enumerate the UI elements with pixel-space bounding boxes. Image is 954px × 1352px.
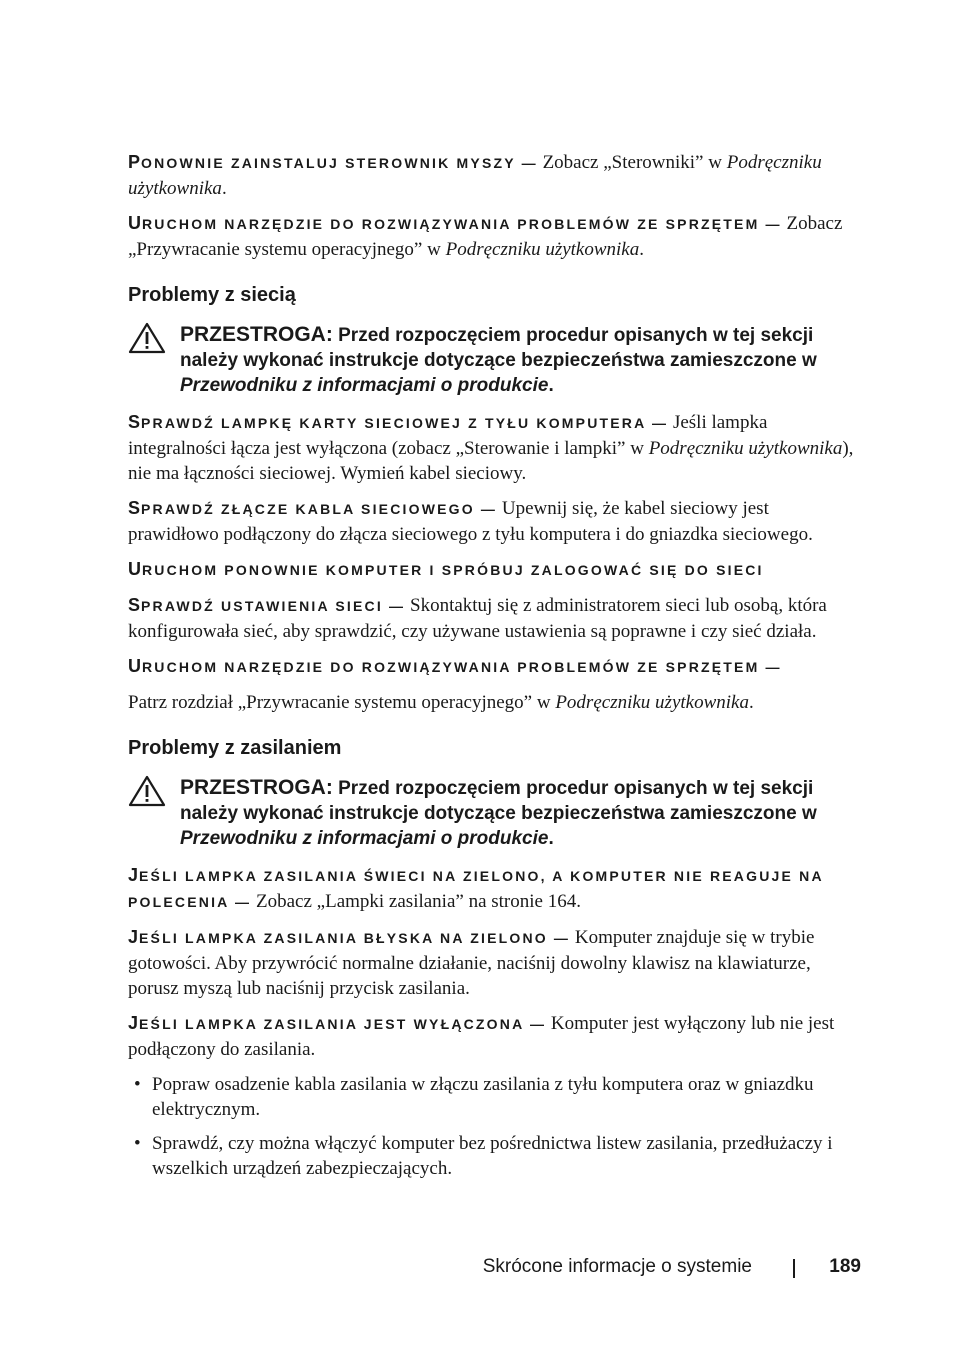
green-blinking-paragraph: JEŚLI LAMPKA ZASILANIA BŁYSKA NA ZIELONO — Komputer znajduje się w trybie gotowości. Aby przywrócić normalne działanie, naciśnij dowolny klawisz na klawiaturze, porusz myszą lub naciśnij przycisk zasilania.	[128, 927, 815, 999]
caution-label: PRZESTROGA:	[180, 776, 333, 799]
power-off-paragraph: JEŚLI LAMPKA ZASILANIA JEST WYŁĄCZONA — Komputer jest wyłączony lub nie jest podłączony do zasilania.	[128, 1013, 835, 1060]
lead-in: SPRAWDŹ LAMPKĘ KARTY SIECIOWEJ Z TYŁU KOMPUTERA —	[128, 412, 669, 432]
warning-triangle-icon	[128, 775, 166, 807]
section-heading-power: Problemy z zasilaniem	[128, 737, 342, 759]
see-chapter-paragraph: Patrz rozdział „Przywracanie systemu operacyjnego” w Podręczniku użytkownika.	[128, 692, 754, 713]
green-no-response-paragraph: JEŚLI LAMPKA ZASILANIA ŚWIECI NA ZIELONO, A KOMPUTER NIE REAGUJE NA POLECENIA — Zobacz „Lampki zasilania” na stronie 164.	[128, 865, 824, 912]
mouse-driver-paragraph: PONOWNIE ZAINSTALUJ STEROWNIK MYSZY — Zobacz „Sterowniki” w Podręczniku użytkownika.	[128, 152, 822, 199]
section-heading-network: Problemy z siecią	[128, 284, 296, 306]
lead-in: SPRAWDŹ USTAWIENIA SIECI —	[128, 595, 406, 615]
lead-in: URUCHOM NARZĘDZIE DO ROZWIĄZYWANIA PROBLEMÓW ZE SPRZĘTEM —	[128, 213, 782, 233]
check-settings-paragraph: SPRAWDŹ USTAWIENIA SIECI — Skontaktuj się z administratorem sieci lub osobą, która konfigurowała sieć, aby sprawdzić, czy używane ustawienia są poprawne i czy sieć działa.	[128, 595, 827, 642]
lead-in: SPRAWDŹ ZŁĄCZE KABLA SIECIOWEGO —	[128, 498, 498, 518]
restart-paragraph: URUCHOM PONOWNIE KOMPUTER I SPRÓBUJ ZALOGOWAĆ SIĘ DO SIECI	[128, 559, 764, 579]
check-connector-paragraph: SPRAWDŹ ZŁĄCZE KABLA SIECIOWEGO — Upewnij się, że kabel sieciowy jest prawidłowo podłączony do złącza sieciowego z tyłu komputera i do gniazdka sieciowego.	[128, 498, 813, 545]
lead-in: JEŚLI LAMPKA ZASILANIA ŚWIECI NA ZIELONO, A KOMPUTER NIE REAGUJE NA POLECENIA —	[128, 865, 824, 910]
caution-note: PRZESTROGA: Przed rozpoczęciem procedur opisanych w tej sekcji należy wykonać instrukcje dotyczące bezpieczeństwa zamieszczone w Przewodniku z informacjami o produkcie.	[128, 322, 856, 398]
bullet-list	[128, 1072, 856, 1181]
footer-separator	[793, 1259, 795, 1278]
check-light-paragraph: SPRAWDŹ LAMPKĘ KARTY SIECIOWEJ Z TYŁU KOMPUTERA — Jeśli lampka integralności łącza jest wyłączona (zobacz „Sterowanie i lampki” w Podręczniku użytkownika), nie ma łączności sieciowej. Wymień kabel sieciowy.	[128, 412, 854, 484]
list-item: • Popraw osadzenie kabla zasilania w złączu zasilania z tyłu komputera oraz w gniazdku elektrycznym.	[128, 1072, 856, 1122]
caution-label: PRZESTROGA:	[180, 323, 333, 346]
lead-in: PONOWNIE ZAINSTALUJ STEROWNIK MYSZY —	[128, 152, 538, 172]
hw-troubleshooter-heading: URUCHOM NARZĘDZIE DO ROZWIĄZYWANIA PROBLEMÓW ZE SPRZĘTEM —	[128, 656, 782, 676]
list-item: • Sprawdź, czy można włączyć komputer bez pośrednictwa listew zasilania, przedłużaczy i wszelkich urządzeń zabezpieczających.	[128, 1131, 856, 1181]
page-body	[128, 150, 856, 1190]
footer-title: Skrócone informacje o systemie	[482, 1256, 752, 1277]
page-number: 189	[829, 1256, 861, 1277]
lead-in: JEŚLI LAMPKA ZASILANIA JEST WYŁĄCZONA —	[128, 1013, 547, 1033]
caution-note: PRZESTROGA: Przed rozpoczęciem procedur opisanych w tej sekcji należy wykonać instrukcje dotyczące bezpieczeństwa zamieszczone w Przewodniku z informacjami o produkcie.	[128, 775, 856, 851]
hw-troubleshooter-paragraph: URUCHOM NARZĘDZIE DO ROZWIĄZYWANIA PROBLEMÓW ZE SPRZĘTEM — Zobacz „Przywracanie systemu operacyjnego” w Podręczniku użytkownika.	[128, 213, 843, 260]
lead-in: JEŚLI LAMPKA ZASILANIA BŁYSKA NA ZIELONO —	[128, 927, 571, 947]
warning-triangle-icon	[128, 322, 166, 354]
page-footer	[128, 1256, 861, 1282]
